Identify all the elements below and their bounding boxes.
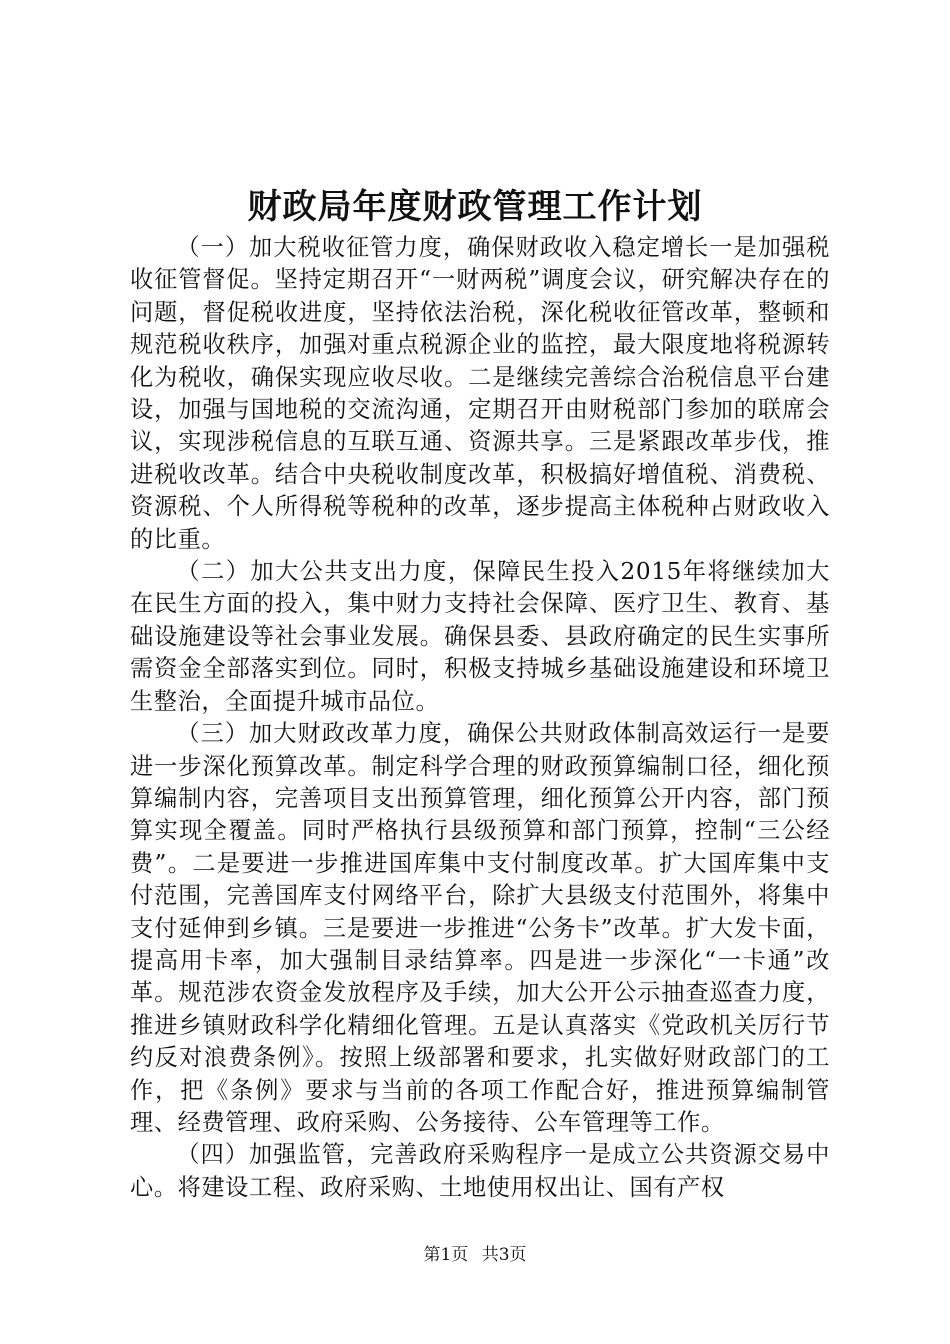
page-footer — [0, 1243, 950, 1267]
paragraph-1: （一）加大税收征管力度，确保财政收入稳定增长一是加强税收征管督促。坚持定期召开“一财两税”调度会议，研究解决存在的问题，督促税收进度，坚持依法治税，深化税收征管改革，整顿和规范税收秩序，加强对重点税源企业的监控，最大限度地将税源转化为税收，确保实现应收尽收。二是继续完善综合治税信息平台建设，加强与国地税的交流沟通，定期召开由财税部门参加的联席会议，实现涉税信息的互联互通、资源共享。三是紧跟改革步伐，推进税收改革。结合中央税收制度改革，积极搞好增值税、消费税、资源税、个人所得税等税种的改革，逐步提高主体税种占财政收入的比重。 — [130, 234, 830, 553]
document-title: 财政局年度财政管理工作计划 — [247, 187, 703, 227]
paragraph-3: （三）加大财政改革力度，确保公共财政体制高效运行一是要进一步深化预算改革。制定科学合理的财政预算编制口径，细化预算编制内容，完善项目支出预算管理，细化预算公开内容，部门预算实现全覆盖。同时严格执行县级预算和部门预算，控制“三公经费”。二是要进一步推进国库集中支付制度改革。扩大国库集中支付范围，完善国库支付网络平台，除扩大县级支付范围外，将集中支付延伸到乡镇。三是要进一步推进“公务卡”改革。扩大发卡面，提高用卡率，加大强制目录结算率。四是进一步深化“一卡通”改革。规范涉农资金发放程序及手续，加大公开公示抽查巡查力度，推进乡镇财政科学化精细化管理。五是认真落实《党政机关厉行节约反对浪费条例》。按照上级部署和要求，扎实做好财政部门的工作，把《条例》要求与当前的各项工作配合好，推进预算编制管理、经费管理、政府采购、公务接待、公车管理等工作。 — [130, 720, 830, 1136]
document-body — [130, 232, 830, 1204]
paragraph-4: （四）加强监管，完善政府采购程序一是成立公共资源交易中心。将建设工程、政府采购、土地使用权出让、国有产权 — [130, 1141, 830, 1201]
page-number: 第1页 — [423, 1245, 469, 1265]
page-total: 共3页 — [481, 1245, 527, 1265]
paragraph-2: （二）加大公共支出力度，保障民生投入2015年将继续加大在民生方面的投入，集中财力支持社会保障、医疗卫生、教育、基础设施建设等社会事业发展。确保县委、县政府确定的民生实事所需资金全部落实到位。同时，积极支持城乡基础设施建设和环境卫生整治，全面提升城市品位。 — [130, 558, 830, 715]
